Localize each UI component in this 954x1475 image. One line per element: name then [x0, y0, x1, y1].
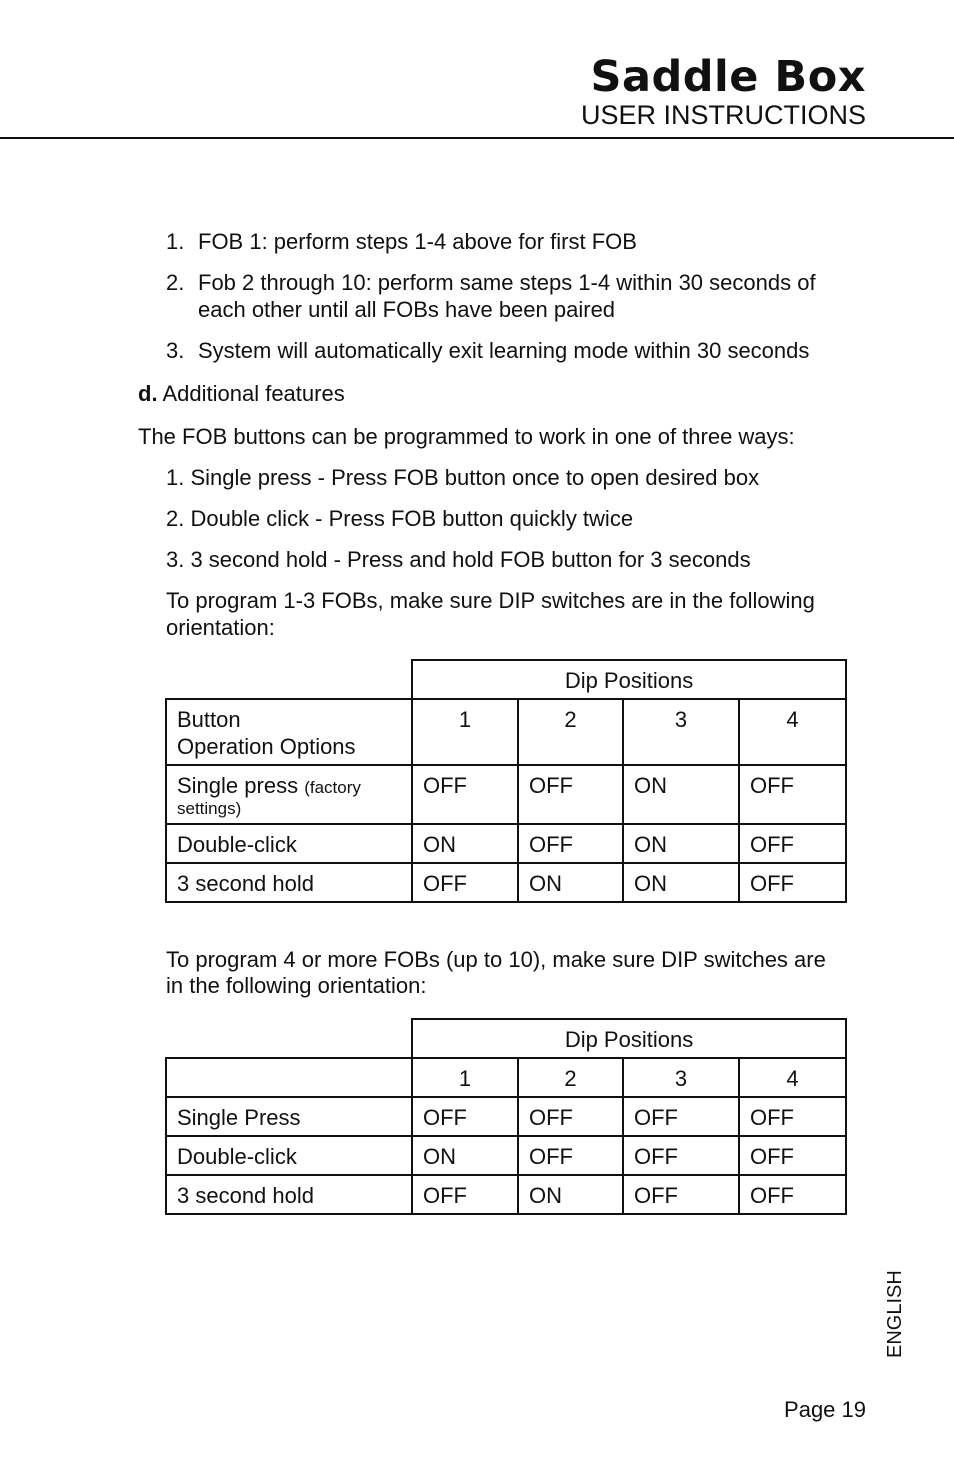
switch-state: ON — [623, 824, 739, 863]
dip-table-1-3-fobs — [165, 659, 847, 903]
language-side-label: ENGLISH — [884, 1270, 906, 1358]
dip-positions-header: Dip Positions — [412, 660, 846, 699]
switch-state: OFF — [518, 1136, 623, 1175]
switch-state: OFF — [623, 1136, 739, 1175]
step-number: 3. — [166, 338, 185, 363]
switch-state: OFF — [412, 863, 518, 902]
section-letter: d. — [138, 381, 158, 406]
dip-table-4-plus-fobs — [165, 1018, 847, 1215]
step-text-continued: each other until all FOBs have been paired — [198, 297, 616, 322]
row-label: Single Press — [166, 1097, 412, 1136]
header-divider — [0, 137, 954, 139]
mode-item: 2. Double click - Press FOB button quickly twice — [166, 506, 634, 531]
position-number: 2 — [518, 1058, 623, 1097]
switch-state: OFF — [412, 1097, 518, 1136]
document-title: Saddle Box — [590, 52, 866, 102]
switch-state: OFF — [518, 765, 623, 824]
dip-positions-header: Dip Positions — [412, 1019, 846, 1058]
switch-state: OFF — [412, 1175, 518, 1214]
position-number: 2 — [518, 699, 623, 765]
switch-state: OFF — [739, 1097, 846, 1136]
table-row — [166, 1136, 846, 1175]
section-heading — [138, 380, 345, 407]
column-label-line: Button — [177, 707, 241, 732]
switch-state: ON — [412, 1136, 518, 1175]
page-number: Page 19 — [784, 1397, 866, 1422]
row-label-note: settings) — [177, 799, 242, 818]
position-number: 3 — [623, 699, 739, 765]
row-label: 3 second hold — [166, 1175, 412, 1214]
table-row — [166, 1097, 846, 1136]
row-label: Double-click — [166, 824, 412, 863]
switch-state: OFF — [739, 1175, 846, 1214]
step-number: 2. — [166, 270, 185, 295]
program-instruction: To program 4 or more FOBs (up to 10), make sure DIP switches are — [166, 947, 826, 972]
table-row — [166, 765, 846, 824]
position-number: 1 — [412, 1058, 518, 1097]
switch-state: OFF — [518, 1097, 623, 1136]
program-instruction-continued: in the following orientation: — [166, 973, 427, 998]
switch-state: OFF — [739, 765, 846, 824]
step-number: 1. — [166, 229, 185, 254]
switch-state: OFF — [739, 824, 846, 863]
column-label-line: Operation Options — [177, 734, 356, 759]
switch-state: ON — [518, 863, 623, 902]
row-label — [166, 765, 412, 824]
step-text: Fob 2 through 10: perform same steps 1-4 within 30 seconds of — [198, 270, 816, 295]
step-text: System will automatically exit learning mode within 30 seconds — [198, 338, 810, 363]
table-row — [166, 863, 846, 902]
table-row — [166, 699, 846, 765]
table-header-row — [166, 1019, 846, 1058]
row-label-text: Single press — [177, 773, 305, 798]
table-row — [166, 1175, 846, 1214]
table-header-row — [166, 660, 846, 699]
intro-paragraph: The FOB buttons can be programmed to work in one of three ways: — [138, 424, 795, 449]
position-number: 1 — [412, 699, 518, 765]
program-instruction: To program 1-3 FOBs, make sure DIP switches are in the following — [166, 588, 815, 613]
section-title: Additional features — [162, 381, 345, 406]
switch-state: ON — [623, 765, 739, 824]
switch-state: OFF — [412, 765, 518, 824]
switch-state: ON — [623, 863, 739, 902]
row-label: 3 second hold — [166, 863, 412, 902]
switch-state: ON — [412, 824, 518, 863]
empty-cell — [166, 1058, 412, 1097]
position-number: 3 — [623, 1058, 739, 1097]
switch-state: OFF — [739, 863, 846, 902]
column-label — [166, 699, 412, 765]
switch-state: ON — [518, 1175, 623, 1214]
table-row — [166, 824, 846, 863]
switch-state: OFF — [739, 1136, 846, 1175]
program-instruction-continued: orientation: — [166, 615, 275, 640]
switch-state: OFF — [518, 824, 623, 863]
switch-state: OFF — [623, 1175, 739, 1214]
step-text: FOB 1: perform steps 1-4 above for first FOB — [198, 229, 637, 254]
switch-state: OFF — [623, 1097, 739, 1136]
row-label: Double-click — [166, 1136, 412, 1175]
position-number: 4 — [739, 1058, 846, 1097]
mode-item: 3. 3 second hold - Press and hold FOB button for 3 seconds — [166, 547, 751, 572]
table-row — [166, 1058, 846, 1097]
empty-cell — [166, 1019, 412, 1058]
document-subtitle: USER INSTRUCTIONS — [580, 100, 866, 130]
position-number: 4 — [739, 699, 846, 765]
row-label-note: (factory — [304, 778, 361, 797]
empty-cell — [166, 660, 412, 699]
mode-item: 1. Single press - Press FOB button once to open desired box — [166, 465, 760, 490]
